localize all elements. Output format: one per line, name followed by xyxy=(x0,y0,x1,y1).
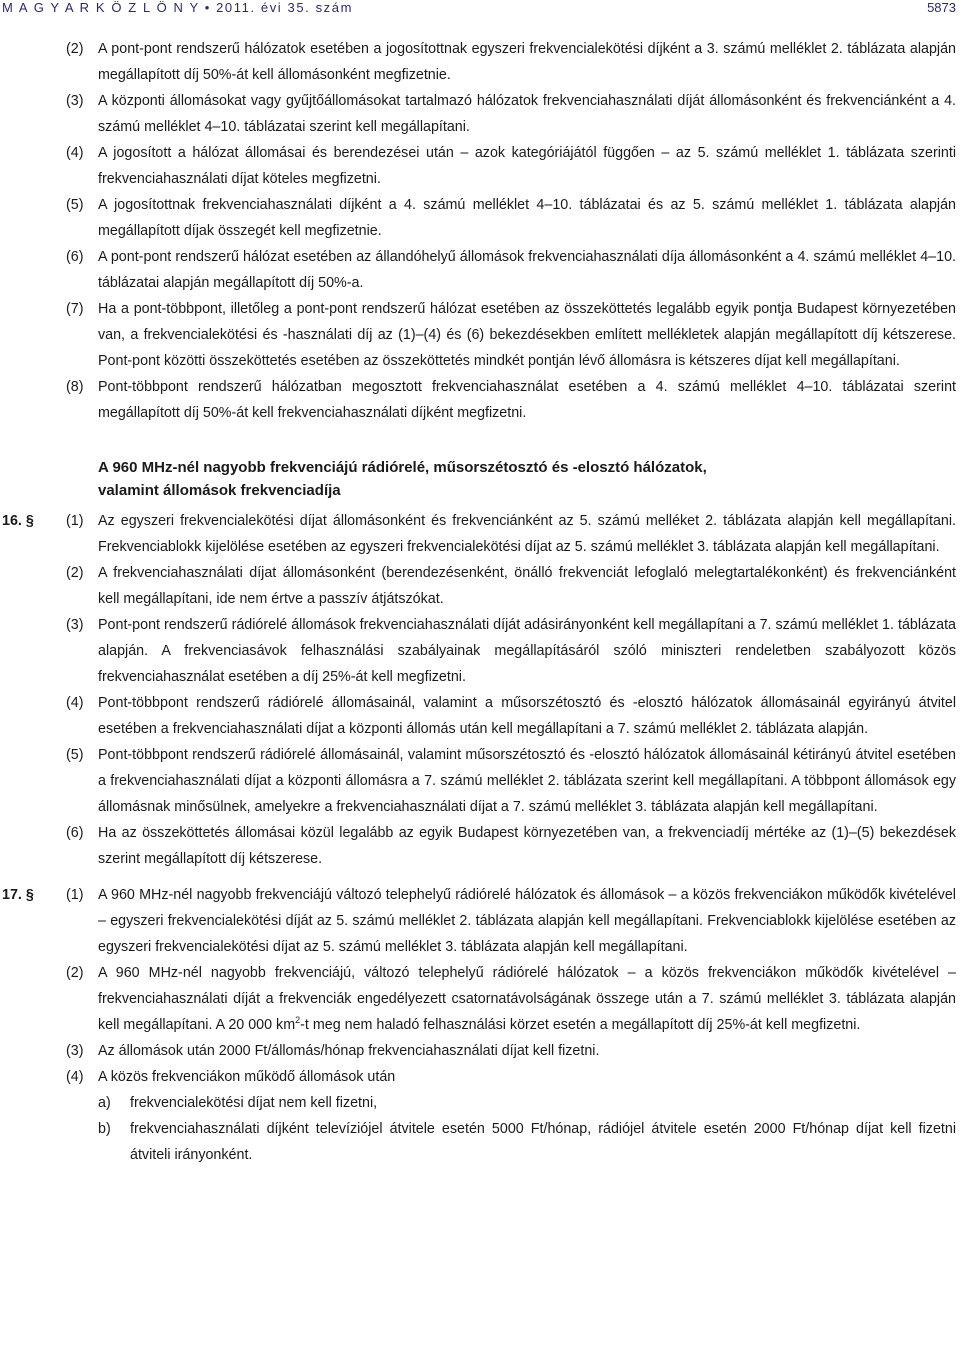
paragraph-text: A 960 MHz-nél nagyobb frekvenciájú változó telephelyű rádiórelé hálózatok és állomások – a közös frekvenciákon működők kivételével – egyszeri frekvencialekötési díját az 5. számú melléklet 2. táblázata alapján kell megállapítani. Frekvenciablokk kijelölése esetében az egyszeri frekvencialekötési díjat az 5. számú melléklet 3. táblázata alapján kell megállapítani. xyxy=(98,887,956,955)
paragraph xyxy=(0,742,960,820)
section-heading-line: valamint állomások frekvenciadíja xyxy=(98,482,341,499)
paragraph-number: (4) xyxy=(66,145,84,161)
sub-list-item xyxy=(98,1090,956,1116)
paragraph-number: (5) xyxy=(66,197,84,213)
paragraph-text xyxy=(98,960,960,1038)
paragraph-text: Pont-többpont rendszerű rádiórelé állomásainál, valamint a műsorszétosztó és -elosztó hálózatok állomásainál egyirányú átvitel esetében a frekvenciahasználati díjat a központi állomás után kell megállapítani a 7. számú melléklet 2. táblázata alapján. xyxy=(98,695,956,737)
paragraph-text: Ha az összeköttetés állomásai közül legalább az egyik Budapest környezetében van, a frekvenciadíj mértéke az (1)–(5) bekezdések szerint megállapított díj kétszerese. xyxy=(98,825,956,867)
sub-item-label: a) xyxy=(98,1095,111,1111)
paragraph-number: (8) xyxy=(66,379,84,395)
paragraph xyxy=(0,560,960,612)
paragraph-text: A pont-pont rendszerű hálózatok esetében a jogosítottnak egyszeri frekvencialekötési díjként a 3. számú melléklet 2. táblázata alapján megállapított díj 50%-át kell állomásonként megfizetnie. xyxy=(98,41,956,83)
paragraph-number: (4) xyxy=(66,1069,84,1085)
paragraph-text: A közös frekvenciákon működő állomások után xyxy=(98,1069,396,1085)
paragraph-number: (5) xyxy=(66,747,84,763)
paragraph-number: (7) xyxy=(66,301,84,317)
section-heading xyxy=(98,456,858,502)
paragraph xyxy=(0,612,960,690)
section-label: 17. § xyxy=(2,887,34,903)
paragraph-text-part: -t meg nem haladó felhasználási körzet esetén a megállapított díj 25%-át kell megfizetni. xyxy=(300,1017,861,1033)
paragraph-number: (3) xyxy=(66,1043,84,1059)
paragraph xyxy=(0,1038,960,1064)
paragraph-text: A frekvenciahasználati díjat állomásonként (berendezésenként, önálló frekvenciát lefoglaló melegtartalékonként) és frekvenciánként kell megállapítani, ide nem értve a passzív átjátszókat. xyxy=(98,565,956,607)
paragraph-text: Ha a pont-többpont, illetőleg a pont-pont rendszerű hálózat esetében az összeköttetés legalább egyik pontja Budapest környezetében van, a frekvencialekötési és -használati díj az (1)–(4) és (6) bekezdésekben említett mellékletek alapján megállapított díj kétszerese. Pont-pont közötti összeköttetés esetében az összeköttetés mindkét pontján lévő állomásra is kétszeres díjat kell megállapítani. xyxy=(98,301,956,369)
document-body xyxy=(0,36,960,1168)
sub-item-text: frekvencialekötési díjat nem kell fizetni, xyxy=(130,1095,378,1111)
paragraph-number: (6) xyxy=(66,249,84,265)
journal-title: M A G Y A R K Ö Z L Ö N Y • 2011. évi 35. szám xyxy=(2,0,354,15)
paragraph-text: A pont-pont rendszerű hálózat esetében az állandóhelyű állomások frekvenciahasználati díja állomásonként a 4. számú melléklet 4–10. táblázatai alapján megállapított díj 50%-a. xyxy=(98,249,956,291)
paragraph-number: (2) xyxy=(66,41,84,57)
paragraph xyxy=(0,192,960,244)
paragraph-text: Pont-többpont rendszerű hálózatban megosztott frekvenciahasználat esetében a 4. számú melléklet 4–10. táblázatai szerint megállapított díj 50%-át kell frekvenciahasználati díjként megfizetni. xyxy=(98,379,956,421)
section-label: 16. § xyxy=(2,513,34,529)
paragraph xyxy=(0,820,960,872)
superscript: 2 xyxy=(295,1015,301,1026)
paragraph xyxy=(0,882,960,960)
paragraph-number: (3) xyxy=(66,93,84,109)
paragraph xyxy=(0,36,960,88)
paragraph-number: (2) xyxy=(66,965,84,981)
paragraph xyxy=(0,1064,960,1168)
paragraph-text: A jogosítottnak frekvenciahasználati díjként a 4. számú melléklet 4–10. táblázatai és az 5. számú melléklet 1. táblázata alapján megállapított díjak összegét kell megfizetnie. xyxy=(98,197,956,239)
paragraph-text: A központi állomásokat vagy gyűjtőállomásokat tartalmazó hálózatok frekvenciahasználati díját állomásonként és frekvenciánként a 4. számú melléklet 4–10. táblázatai szerint kell megállapítani. xyxy=(98,93,956,135)
paragraph xyxy=(0,960,960,1038)
paragraph xyxy=(0,140,960,192)
sub-item-label: b) xyxy=(98,1121,111,1137)
sub-item-text: frekvenciahasználati díjként televíziójel átvitele esetén 5000 Ft/hónap, rádiójel átvitele esetén 2000 Ft/hónap díjat kell fizetni átviteli irányonként. xyxy=(130,1121,956,1163)
paragraph xyxy=(0,88,960,140)
sub-list xyxy=(98,1090,956,1168)
paragraph-number: (6) xyxy=(66,825,84,841)
paragraph xyxy=(0,244,960,296)
paragraph xyxy=(0,296,960,374)
paragraph-number: (4) xyxy=(66,695,84,711)
paragraph xyxy=(0,690,960,742)
page-header xyxy=(0,0,960,22)
paragraph-text: Pont-pont rendszerű rádiórelé állomások frekvenciahasználati díját adásirányonként kell megállapítani a 7. számú melléklet 1. táblázata alapján. A frekvenciasávok felhasználási szabályainak megállapításáról szóló miniszteri rendeletben szabályozott közös frekvenciahasználat esetében a díj 25%-át kell megfizetni. xyxy=(98,617,956,685)
section-heading-line: A 960 MHz-nél nagyobb frekvenciájú rádiórelé, műsorszétosztó és -elosztó hálózatok, xyxy=(98,459,707,476)
paragraph-number: (3) xyxy=(66,617,84,633)
paragraph-number: (1) xyxy=(66,887,84,903)
paragraph-text: A jogosított a hálózat állomásai és berendezései után – azok kategóriájától függően – az 5. számú melléklet 1. táblázata szerinti frekvenciahasználati díjat köteles megfizetni. xyxy=(98,145,956,187)
paragraph xyxy=(0,374,960,426)
page-number: 5873 xyxy=(927,0,956,15)
paragraph-number: (1) xyxy=(66,513,84,529)
paragraph xyxy=(0,508,960,560)
paragraph-text: Az állomások után 2000 Ft/állomás/hónap frekvenciahasználati díjat kell fizetni. xyxy=(98,1043,600,1059)
paragraph-number: (2) xyxy=(66,565,84,581)
paragraph-text-part: A 960 MHz-nél nagyobb frekvenciájú, változó telephelyű rádiórelé hálózatok – a közös frekvenciákon működők kivételével – frekvenciahasználati díját a frekvenciák engedélyezett csatornatávolságának összege után a 7. számú melléklet 3. táblázata alapján kell megállapítani. A 20 000 km xyxy=(98,965,956,1033)
sub-list-item xyxy=(98,1116,956,1168)
paragraph-text: Az egyszeri frekvencialekötési díjat állomásonként és frekvenciánként az 5. számú melléket 2. táblázata alapján kell megállapítani. Frekvenciablokk kijelölése esetében az egyszeri frekvencialekötési díjat az 5. számú melléklet 3. táblázata alapján kell megállapítani. xyxy=(98,513,956,555)
paragraph-text: Pont-többpont rendszerű rádiórelé állomásainál, valamint műsorszétosztó és -elosztó hálózatok állomásainál kétirányú átvitel esetében a frekvenciahasználati díjat a központi állomásra a 7. számú melléklet 2. táblázata szerint kell megállapítani. A többpont állomások egy állomásnak minősülnek, amelyekre a frekvenciahasználati díjat a 7. számú melléklet 3. táblázata alapján kell megállapítani. xyxy=(98,747,956,815)
